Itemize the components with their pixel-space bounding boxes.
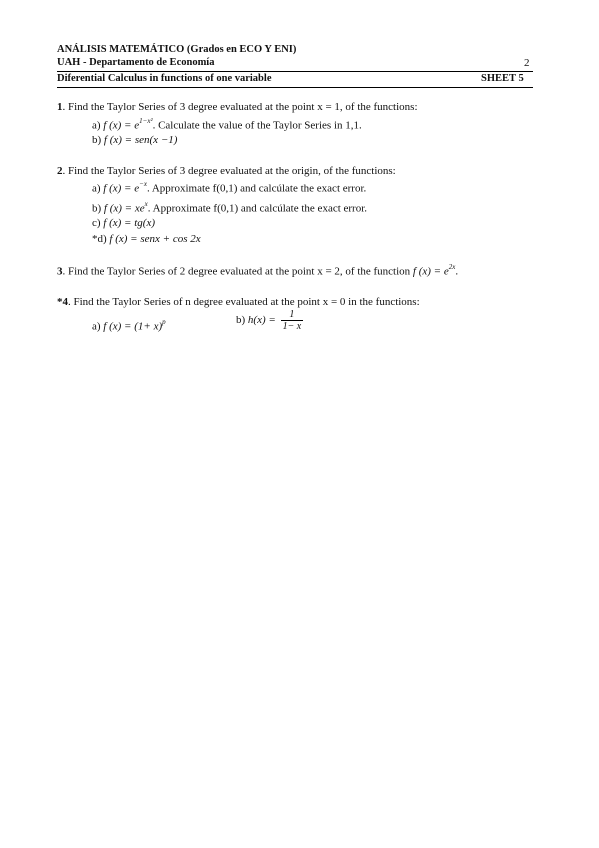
formula-exponent: −x bbox=[139, 180, 147, 188]
item-label: a) bbox=[92, 320, 101, 333]
header-rule-top bbox=[57, 71, 533, 72]
exercise-number: 3 bbox=[57, 265, 63, 278]
formula-exponent: 2x bbox=[448, 263, 456, 271]
exercise-text: . Find the Taylor Series of 3 degree evaluated at the point x = 1, of the functions: bbox=[62, 101, 418, 113]
topic-title: Diferential Calculus in functions of one variable bbox=[57, 73, 272, 84]
exercise-2b bbox=[92, 201, 367, 215]
item-text: . Calculate the value of the Taylor Series in 1,1. bbox=[152, 119, 362, 132]
formula: h(x) = bbox=[247, 314, 276, 327]
course-title: ANÁLISIS MATEMÁTICO (Grados en ECO Y ENI) bbox=[57, 44, 297, 55]
exercise-text: . Find the Taylor Series of n degree evaluated at the point x = 0 in the functions: bbox=[68, 296, 420, 308]
header-rule-bottom bbox=[57, 87, 533, 88]
formula-exponent: p bbox=[162, 318, 166, 326]
fraction-denominator: 1− x bbox=[282, 321, 302, 332]
exercise-1a bbox=[92, 118, 362, 132]
exercise-2c bbox=[92, 217, 155, 229]
item-label: a) bbox=[92, 182, 101, 195]
exercise-number: *4 bbox=[57, 296, 68, 308]
exercise-3-prompt bbox=[57, 264, 458, 278]
sheet-label: SHEET 5 bbox=[481, 73, 524, 84]
page-number: 2 bbox=[524, 57, 530, 69]
item-label: b) bbox=[92, 202, 102, 215]
exercise-number: 2 bbox=[57, 165, 63, 177]
exercise-1-prompt bbox=[57, 101, 418, 113]
item-label: b) bbox=[236, 314, 246, 327]
item-label: *d) bbox=[92, 233, 107, 245]
exercise-text: . Find the Taylor Series of 2 degree evaluated at the point x = 2, of the function bbox=[62, 265, 413, 278]
formula: f (x) = e bbox=[103, 182, 140, 195]
item-label: c) bbox=[92, 217, 101, 229]
formula: f (x) = tg(x) bbox=[103, 217, 155, 229]
item-label: b) bbox=[92, 134, 102, 146]
formula-exponent: x bbox=[144, 200, 148, 208]
exercise-4b bbox=[236, 309, 303, 332]
department: UAH - Departamento de Economía bbox=[57, 57, 215, 68]
fraction bbox=[281, 309, 304, 332]
exercise-text: . Find the Taylor Series of 3 degree evaluated at the origin, of the functions: bbox=[62, 165, 396, 177]
exercise-2a bbox=[92, 181, 366, 195]
item-label: a) bbox=[92, 119, 101, 132]
formula: f (x) = e bbox=[412, 265, 449, 278]
formula-exponent: 1−x² bbox=[139, 117, 153, 125]
formula: f (x) = e bbox=[103, 119, 140, 132]
exercise-2d bbox=[92, 233, 201, 245]
formula: f (x) = xe bbox=[103, 202, 145, 215]
formula: f (x) = sen(x −1) bbox=[103, 134, 178, 146]
exercise-2-prompt bbox=[57, 165, 396, 177]
item-text: . Approximate f(0,1) and calcúlate the exact error. bbox=[146, 182, 367, 195]
exercise-4a bbox=[92, 319, 166, 333]
exercise-number: 1 bbox=[57, 101, 63, 113]
exercise-1b bbox=[92, 134, 177, 146]
fraction-numerator: 1 bbox=[289, 309, 295, 320]
formula: f (x) = (1+ x) bbox=[103, 320, 163, 333]
item-text: . bbox=[455, 265, 459, 278]
formula: f (x) = senx + cos 2x bbox=[109, 233, 201, 245]
exercise-4-prompt bbox=[57, 296, 420, 308]
item-text: . Approximate f(0,1) and calcúlate the exact error. bbox=[147, 202, 368, 215]
